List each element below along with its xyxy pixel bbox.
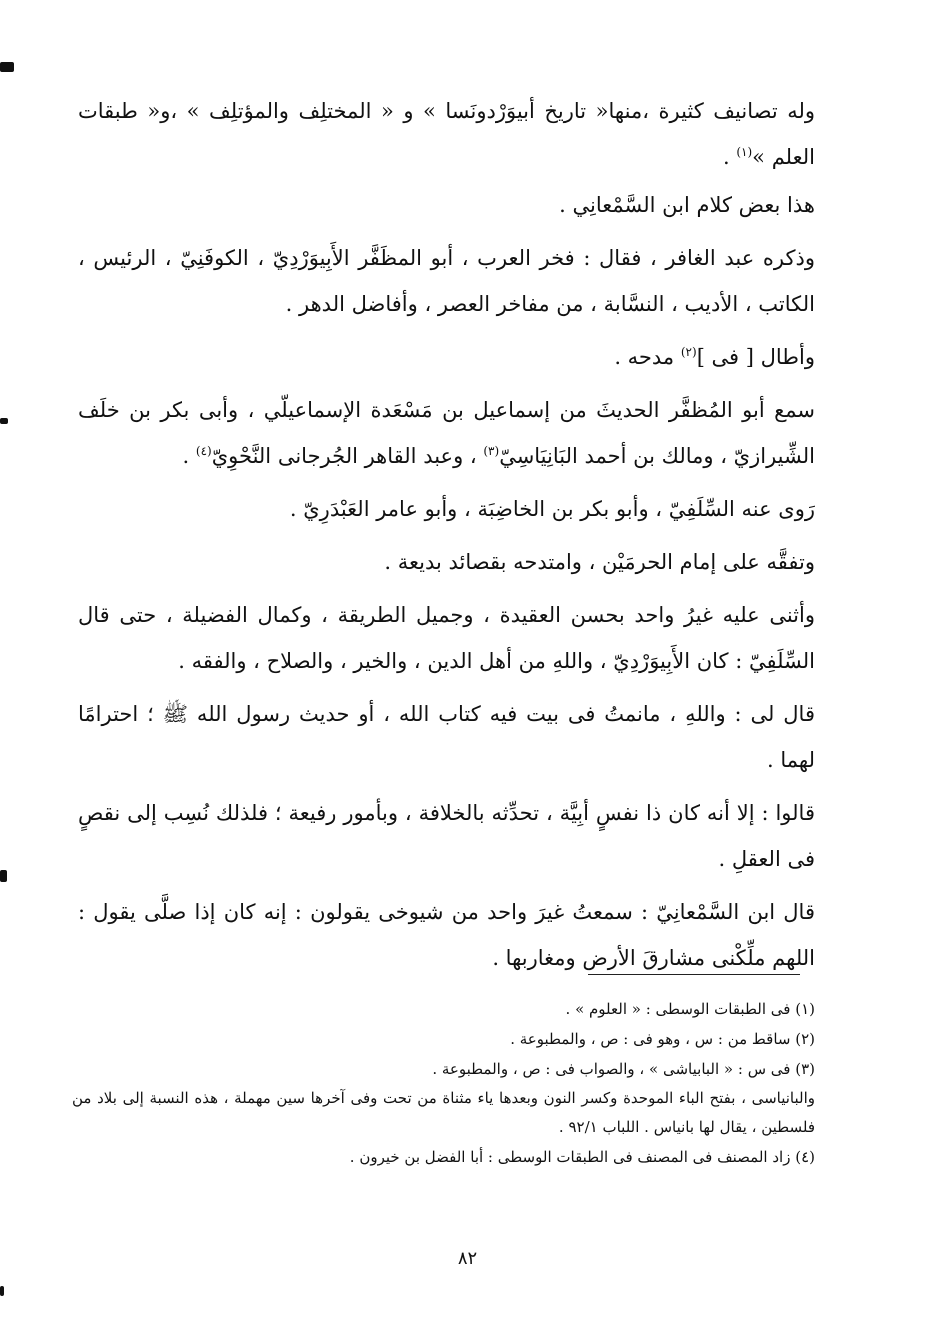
footnote: (٢) ساقط من : س ، وهو فى : ص ، والمطبوعة . xyxy=(510,1030,815,1048)
paragraph: قالوا : إلا أنه كان ذا نفسٍ أبِيَّة ، تحدِّثه بالخلافة ، وبأمور رفيعة ؛ فلذلك نُسِب إلى نقصٍ فى العقلِ . xyxy=(78,801,815,871)
footnote-ref: (٢) xyxy=(680,345,697,359)
footnote-ref: (٤) xyxy=(195,444,212,458)
paragraph: رَوى عنه السِّلَفِيّ ، وأبو بكر بن الخاضِبَة ، وأبو عامر العَبْدَرِيّ . xyxy=(289,497,815,521)
scan-edge-mark xyxy=(0,62,14,72)
paragraph: وله تصانيف كثيرة ،منها« تاريخ أبيوَرْدونَسا » و « المختلِف والمؤتلِف » ،و« طبقات العلم »$^{(١)}$ . xyxy=(78,99,815,169)
page-number: ٨٢ xyxy=(457,1248,478,1269)
footnotes xyxy=(72,994,815,1172)
footnote-ref: (١) xyxy=(736,145,753,159)
footnote-ref: (٣) xyxy=(483,444,500,458)
paragraph: قال ابن السَّمْعانِيّ : سمعتُ غيرَ واحد من شيوخى يقولون : إنه كان إذا صلَّى يقول : اللهم ملِّكْنى مشارقَ الأرض ومغاربها . xyxy=(78,900,815,970)
paragraph: سمع أبو المُظفَّر الحديثَ من إسماعيل بن مَسْعَدة الإسماعيلّي ، وأبى بكر بن خلَف الشِّيرازيّ ، ومالك بن أحمد البَانِيَاسِيّ$^{(٣)}$ ، وعبد القاهر الجُرجانى النَّحْوِيّ$^{(٤)}$ . xyxy=(78,398,815,468)
scan-edge-mark xyxy=(0,1286,4,1296)
paragraph: هذا بعض كلام ابن السَّمْعانِي . xyxy=(559,193,815,217)
paragraph: وتفقَّه على إمام الحرمَيْن ، وامتدحه بقصائد بديعة . xyxy=(384,550,815,574)
scan-edge-mark xyxy=(0,418,8,424)
footnote: (٤) زاد المصنف فى المصنف فى الطبقات الوسطى : أبا الفضل بن خيرون . xyxy=(349,1148,815,1166)
scan-edge-mark xyxy=(0,870,7,882)
footnote: والبانياسى ، بفتح الباء الموحدة وكسر النون وبعدها ياء مثناة من تحت وفى آخرها سين مهملة ، هذه النسبة إلى بلاد من فلسطين ، يقال لها بانياس . اللباب ٩٢/١ . xyxy=(72,1089,815,1136)
footnote-divider xyxy=(588,974,800,975)
footnote: (٣) فى س : « البابياشى » ، والصواب فى : ص ، والمطبوعة . xyxy=(432,1060,815,1078)
paragraph: قال لى : واللهِ ، مانمتُ فى بيت فيه كتاب الله ، أو حديث رسول الله ﷺ ؛ احترامًا لهما . xyxy=(78,702,815,772)
paragraph: وأطال [ فى ]$^{(٢)}$ مدحه . xyxy=(614,345,815,369)
footnote: (١) فى الطبقات الوسطى : « العلوم » . xyxy=(565,1000,815,1018)
paragraph: وذكره عبد الغافر ، فقال : فخر العرب ، أبو المظَفَّر الأَبِيوَرْدِيّ ، الكوفَنِيّ ، الرئيس ، الكاتب ، الأديب ، النسَّابة ، من مفاخر العصر ، وأفاضل الدهر . xyxy=(78,246,815,316)
main-text xyxy=(78,88,815,988)
paragraph: وأثنى عليه غيرُ واحد بحسن العقيدة ، وجميل الطريقة ، وكمال الفضيلة ، حتى قال السِّلَفِيّ : كان الأَبِيوَرْدِيّ ، واللهِ من أهل الدين ، والخير ، والصلاح ، والفقه . xyxy=(78,603,815,673)
